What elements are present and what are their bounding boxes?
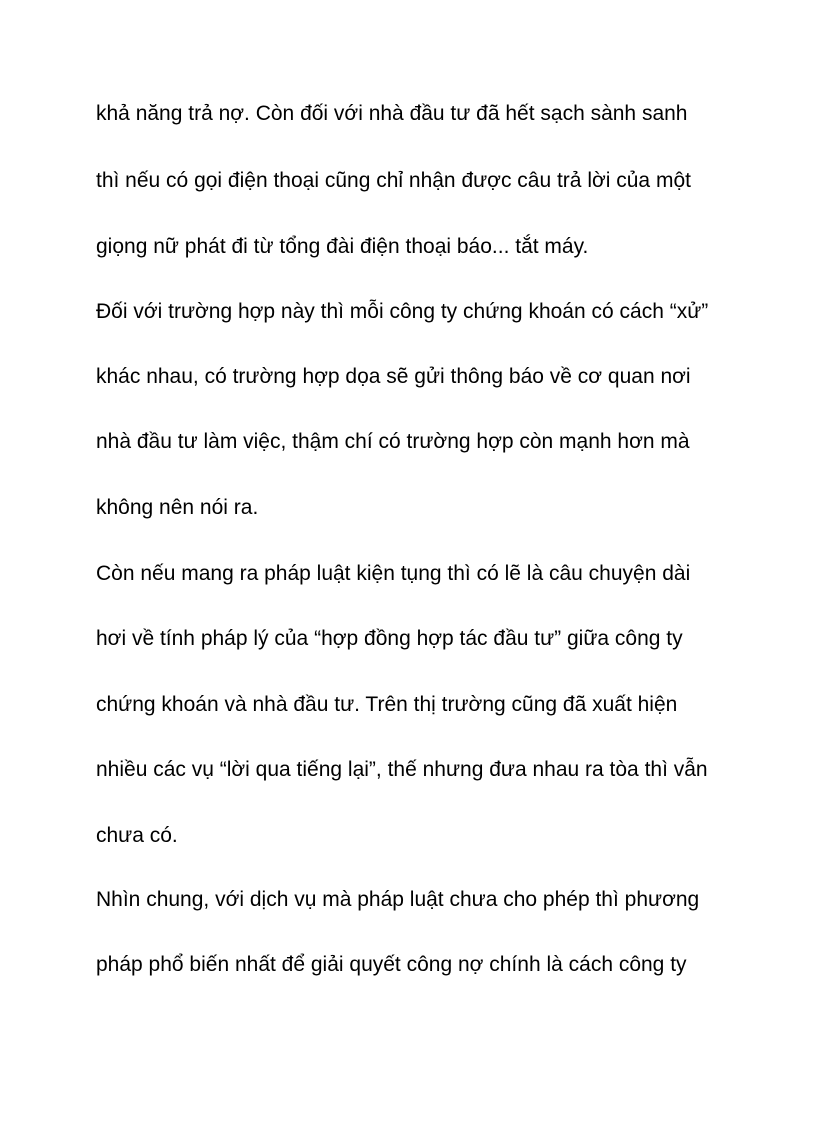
text-line: Nhìn chung, với dịch vụ mà pháp luật chưa cho phép thì phương — [96, 888, 700, 911]
text-line: Đối với trường hợp này thì mỗi công ty chứng khoán có cách “xử” — [96, 300, 709, 323]
text-line: hơi về tính pháp lý của “hợp đồng hợp tác đầu tư” giữa công ty — [96, 627, 683, 650]
text-line: nhiều các vụ “lời qua tiếng lại”, thế nhưng đưa nhau ra tòa thì vẫn — [96, 758, 708, 781]
text-line: nhà đầu tư làm việc, thậm chí có trường hợp còn mạnh hơn mà — [96, 430, 690, 453]
text-line: giọng nữ phát đi từ tổng đài điện thoại báo... tắt máy. — [96, 235, 589, 258]
text-line: thì nếu có gọi điện thoại cũng chỉ nhận được câu trả lời của một — [96, 169, 691, 192]
text-line: Còn nếu mang ra pháp luật kiện tụng thì có lẽ là câu chuyện dài — [96, 562, 691, 585]
text-line: không nên nói ra. — [96, 496, 259, 519]
text-line: pháp phổ biến nhất để giải quyết công nợ chính là cách công ty — [96, 953, 687, 976]
text-line: chứng khoán và nhà đầu tư. Trên thị trường cũng đã xuất hiện — [96, 693, 678, 716]
text-line: khác nhau, có trường hợp dọa sẽ gửi thông báo về cơ quan nơi — [96, 365, 691, 388]
text-line: chưa có. — [96, 824, 178, 847]
text-line: khả năng trả nợ. Còn đối với nhà đầu tư đã hết sạch sành sanh — [96, 102, 688, 125]
